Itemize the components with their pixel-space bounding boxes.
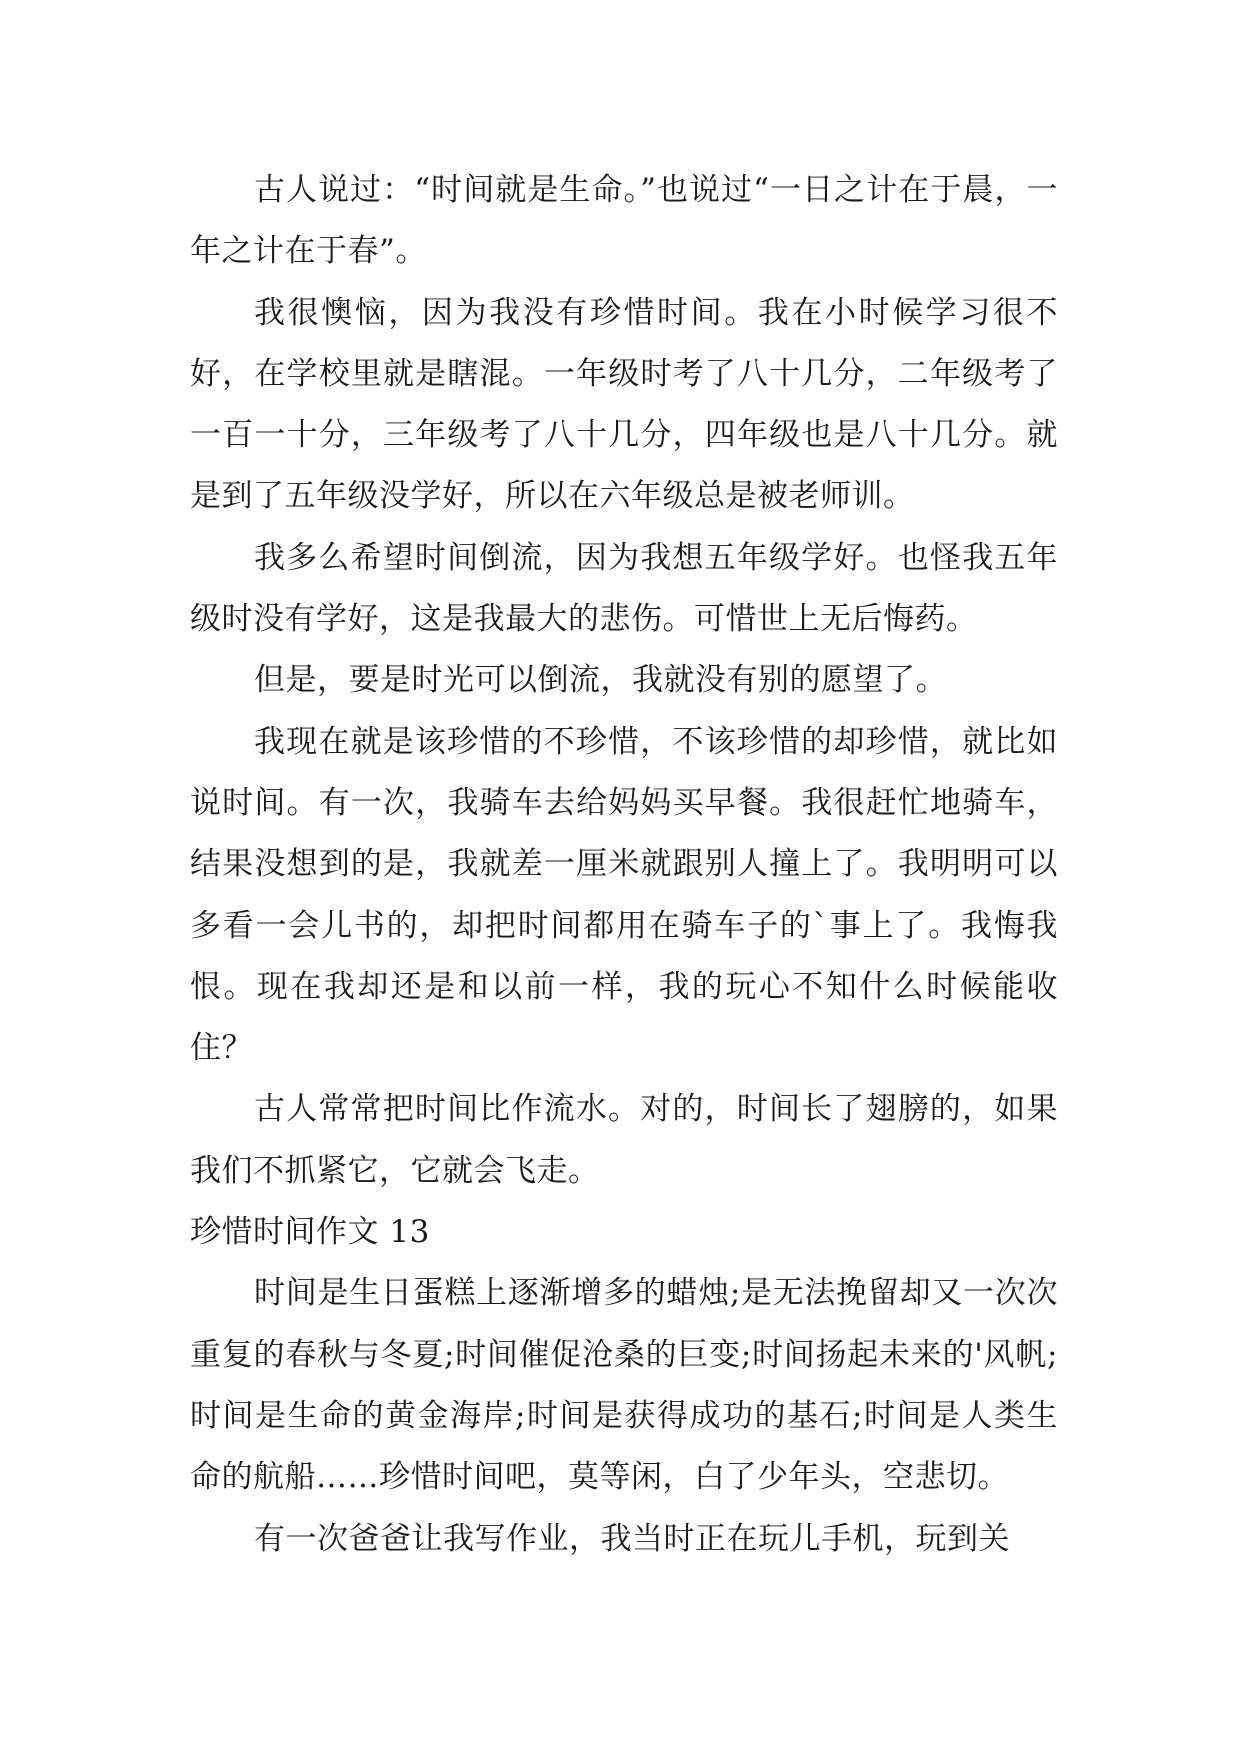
- document-body: [190, 160, 1058, 1570]
- paragraph-4: 但是，要是时光可以倒流，我就没有别的愿望了。: [254, 662, 947, 699]
- paragraph-7: 时间是生日蛋糕上逐渐增多的蜡烛;是无法挽留却又一次次重复的春秋与冬夏;时间催促沧桑的巨变;时间扬起未来的'风帆;时间是生命的黄金海岸;时间是获得成功的基石;时间是人类生命的航船……珍惜时间吧，莫等闲，白了少年头，空悲切。: [190, 1275, 1058, 1496]
- section-title: 珍惜时间作文 13: [190, 1214, 430, 1251]
- paragraph-2: 我很懊恼，因为我没有珍惜时间。我在小时候学习很不好，在学校里就是瞎混。一年级时考了八十几分，二年级考了一百一十分，三年级考了八十几分，四年级也是八十几分。就是到了五年级没学好，所以在六年级总是被老师训。: [190, 294, 1058, 515]
- paragraph-3: 我多么希望时间倒流，因为我想五年级学好。也怪我五年级时没有学好，这是我最大的悲伤。可惜世上无后悔药。: [190, 539, 1058, 638]
- paragraph-5: 我现在就是该珍惜的不珍惜，不该珍惜的却珍惜，就比如说时间。有一次，我骑车去给妈妈买早餐。我很赶忙地骑车，结果没想到的是，我就差一厘米就跟别人撞上了。我明明可以多看一会儿书的，却把时间都用在骑车子的`事上了。我悔我恨。现在我却还是和以前一样，我的玩心不知什么时候能收住？: [190, 723, 1058, 1067]
- paragraph-8: 有一次爸爸让我写作业，我当时正在玩儿手机，玩到关: [254, 1520, 1010, 1557]
- paragraph-6: 古人常常把时间比作流水。对的，时间长了翅膀的，如果我们不抓紧它，它就会飞走。: [190, 1091, 1058, 1189]
- paragraph-1: 古人说过：“时间就是生命。”也说过“一日之计在于晨，一年之计在于春”。: [190, 172, 1058, 270]
